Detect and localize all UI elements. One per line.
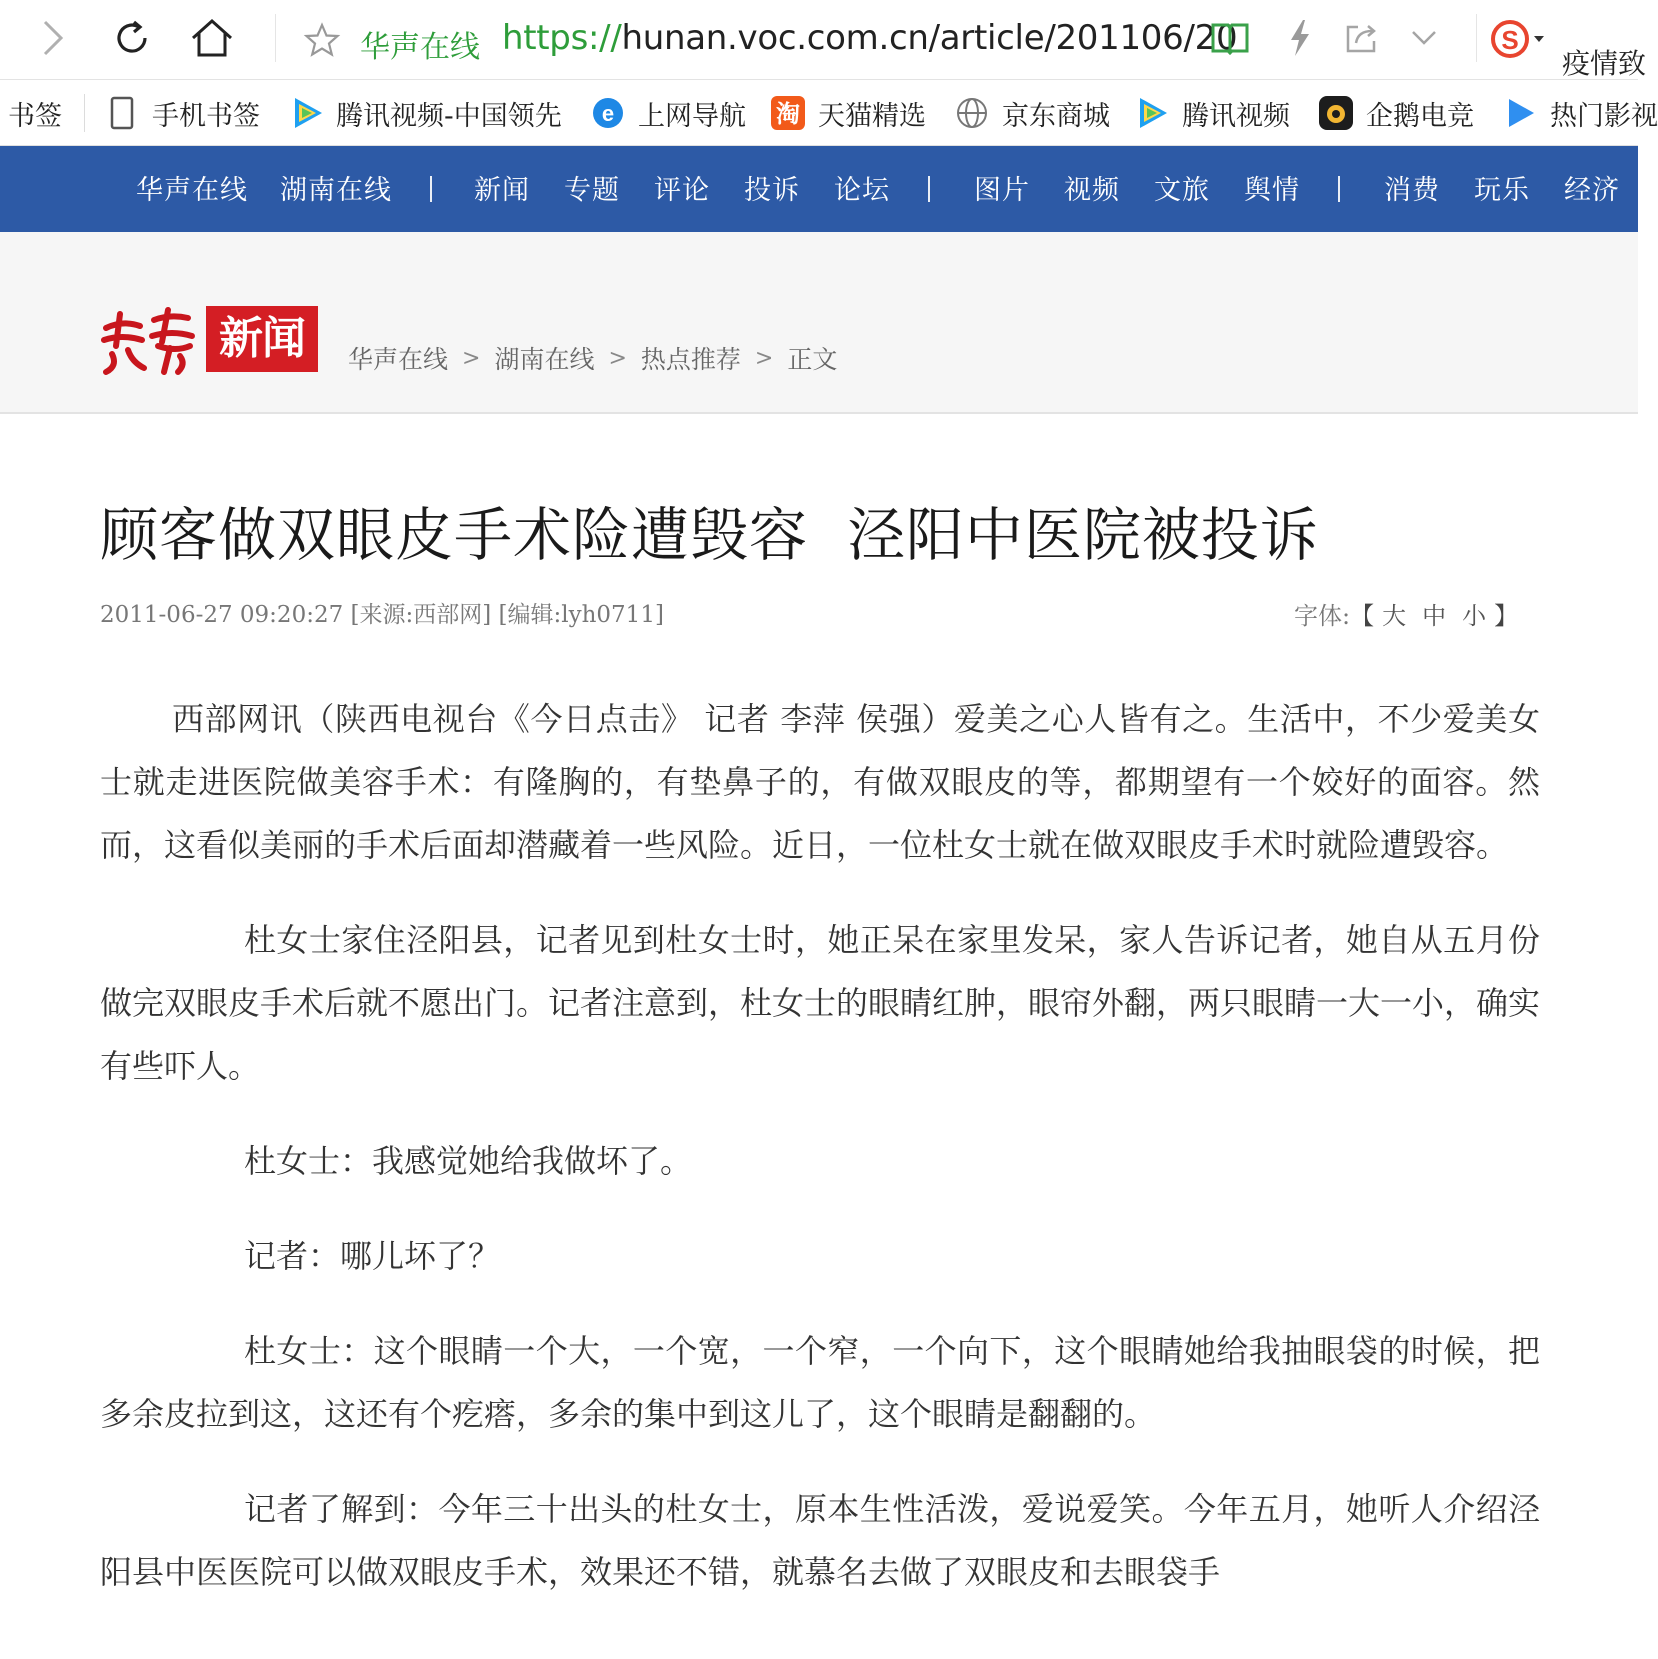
reload-icon — [112, 18, 152, 58]
breadcrumb-item-current: 正文 — [787, 345, 838, 374]
bookmarks-bar — [0, 80, 1658, 146]
nav-link-forum[interactable]: 论坛 — [834, 175, 890, 206]
bookmark-item-tencent-video-cn[interactable] — [290, 90, 560, 136]
font-size-large[interactable]: 大 — [1382, 602, 1407, 630]
toolbar-side-text[interactable]: 疫情致 — [1562, 47, 1647, 80]
bookmark-item-phone[interactable] — [104, 90, 260, 136]
lightning-icon — [1285, 18, 1315, 58]
font-size-medium[interactable]: 中 — [1422, 602, 1447, 630]
nav-separator — [1338, 176, 1340, 202]
page-header — [0, 232, 1638, 414]
svg-text:S: S — [1501, 25, 1519, 55]
breadcrumb-item-hunan-online[interactable]: 湖南在线 — [494, 345, 595, 374]
nav-link-topics[interactable]: 专题 — [564, 175, 620, 206]
toolbar-separator — [275, 14, 276, 62]
nav-link-public-opinion[interactable]: 舆情 — [1244, 175, 1300, 206]
font-size-control — [1294, 596, 1518, 631]
nav-separator — [928, 176, 930, 202]
browser-toolbar — [0, 0, 1647, 80]
ie-icon — [590, 95, 626, 131]
chevron-right-icon: > — [462, 345, 481, 371]
bookmark-label: 天猫精选 — [818, 100, 926, 132]
chevron-down-icon — [1409, 28, 1439, 48]
globe-icon — [954, 95, 990, 131]
article-paragraph: 杜女士：我感觉她给我做坏了。 — [244, 1142, 693, 1180]
calligraphy-logo-icon — [98, 306, 198, 376]
nav-link-video[interactable]: 视频 — [1064, 175, 1120, 206]
nav-link-news[interactable]: 新闻 — [474, 175, 530, 206]
bookmarks-label-text: 书签 — [8, 100, 62, 132]
font-size-small[interactable]: 小 — [1462, 602, 1487, 630]
bookmark-label: 手机书签 — [152, 100, 260, 132]
bookmark-label: 热门影视 — [1550, 100, 1658, 132]
bookmark-item-tencent-video[interactable] — [1134, 90, 1290, 136]
play-icon — [1502, 95, 1538, 131]
toolbar-separator — [1476, 14, 1477, 62]
bookmark-item-penguin-esports[interactable] — [1318, 90, 1474, 136]
penguin-esports-icon — [1318, 95, 1354, 131]
font-size-label: 字体: — [1294, 602, 1351, 630]
tencent-video-icon — [1134, 95, 1170, 131]
home-button[interactable] — [186, 12, 238, 64]
chevron-right-icon: > — [754, 345, 774, 371]
address-url[interactable] — [502, 18, 1237, 58]
share-button[interactable] — [1336, 12, 1388, 64]
article-paragraph: 杜女士：这个眼睛一个大，一个宽，一个窄，一个向下，这个眼睛她给我抽眼袋的时候，把多余皮拉到这，这还有个疙瘩，多余的集中到这儿了，这个眼睛是翻翻的。 — [100, 1332, 1540, 1433]
bookmark-star-icon[interactable] — [304, 22, 340, 58]
reader-mode-button[interactable] — [1204, 12, 1256, 64]
forward-button[interactable] — [26, 12, 78, 64]
svg-text:e: e — [601, 101, 615, 126]
taobao-icon — [770, 95, 806, 131]
nav-link-comments[interactable]: 评论 — [654, 175, 710, 206]
phone-icon — [104, 95, 140, 131]
bracket-open: 【 — [1350, 602, 1375, 630]
breadcrumb — [348, 340, 837, 376]
nav-link-entertainment[interactable]: 玩乐 — [1474, 175, 1530, 206]
breadcrumb-item-voc[interactable]: 华声在线 — [348, 345, 449, 374]
bookmark-label: 企鹅电竞 — [1366, 100, 1474, 132]
article-paragraph: 西部网讯（陕西电视台《今日点击》 记者 李萍 侯强）爱美之心人皆有之。生活中，不少爱美女士就走进医院做美容手术：有隆胸的，有垫鼻子的，有做双眼皮的等，都期望有一个姣好的面容。然而，这看似美丽的手术后面却潜藏着一些风险。近日，一位杜女士就在做双眼皮手术时就险遭毁容。 — [100, 700, 1540, 864]
book-icon — [1210, 21, 1250, 55]
nav-link-hunan-online[interactable]: 湖南在线 — [280, 175, 392, 206]
site-navigation — [0, 146, 1638, 232]
speed-mode-button[interactable] — [1274, 12, 1326, 64]
article-paragraph: 记者了解到：今年三十出头的杜女士，原本生性活泼，爱说爱笑。今年五月，她听人介绍泾阳县中医医院可以做双眼皮手术，效果还不错，就慕名去做了双眼皮和去眼袋手 — [100, 1490, 1540, 1591]
bookmark-item-tmall[interactable] — [770, 90, 926, 136]
bookmarks-label[interactable] — [8, 90, 62, 136]
tencent-video-icon — [290, 95, 324, 131]
nav-link-culture-travel[interactable]: 文旅 — [1154, 175, 1210, 206]
breadcrumb-item-hot-picks[interactable]: 热点推荐 — [640, 345, 741, 374]
bookmark-item-nav[interactable] — [590, 90, 746, 136]
nav-link-consumption[interactable]: 消费 — [1384, 175, 1440, 206]
bookmark-item-jd[interactable] — [954, 90, 1110, 136]
url-scheme: https:// — [502, 18, 622, 58]
chevron-right-icon — [37, 18, 67, 58]
logo-news-box: 新闻 — [206, 306, 318, 372]
nav-separator — [430, 176, 432, 202]
reload-button[interactable] — [106, 12, 158, 64]
address-site-name: 华声在线 — [360, 30, 480, 65]
bookmark-item-hot-movies[interactable] — [1502, 90, 1658, 136]
sogou-search-icon[interactable] — [1490, 18, 1550, 62]
nav-link-complaints[interactable]: 投诉 — [744, 175, 800, 206]
share-icon — [1344, 21, 1380, 55]
chevron-right-icon: > — [608, 345, 627, 371]
article-paragraph: 杜女士家住泾阳县，记者见到杜女士时，她正呆在家里发呆，家人告诉记者，她自从五月份做完双眼皮手术后就不愿出门。记者注意到，杜女士的眼睛红肿，眼帘外翻，两只眼睛一大一小，确实有些吓人。 — [100, 921, 1541, 1085]
url-path: hunan.voc.com.cn/article/201106/20 — [621, 18, 1238, 58]
bookmarks-separator — [84, 94, 85, 132]
home-icon — [190, 17, 234, 59]
article-paragraph: 记者：哪儿坏了？ — [244, 1237, 501, 1275]
nav-link-voc[interactable]: 华声在线 — [136, 175, 248, 206]
bookmark-label: 京东商城 — [1002, 100, 1110, 132]
bracket-close: 】 — [1494, 602, 1519, 630]
article-title: 顾客做双眼皮手术险遭毁容 泾阳中医院被投诉 — [100, 501, 1319, 569]
article-body — [100, 688, 1540, 1636]
svg-text:淘: 淘 — [776, 100, 800, 128]
site-logo[interactable] — [98, 306, 320, 376]
nav-link-pictures[interactable]: 图片 — [974, 175, 1030, 206]
nav-link-economy[interactable]: 经济 — [1564, 175, 1620, 206]
article-meta: 2011-06-27 09:20:27 [来源:西部网] [编辑:lyh0711] — [100, 602, 664, 628]
bookmark-label: 腾讯视频-中国领先 — [336, 100, 562, 132]
bookmark-label: 上网导航 — [638, 100, 746, 132]
dropdown-button[interactable] — [1398, 12, 1450, 64]
bookmark-label: 腾讯视频 — [1182, 100, 1290, 132]
